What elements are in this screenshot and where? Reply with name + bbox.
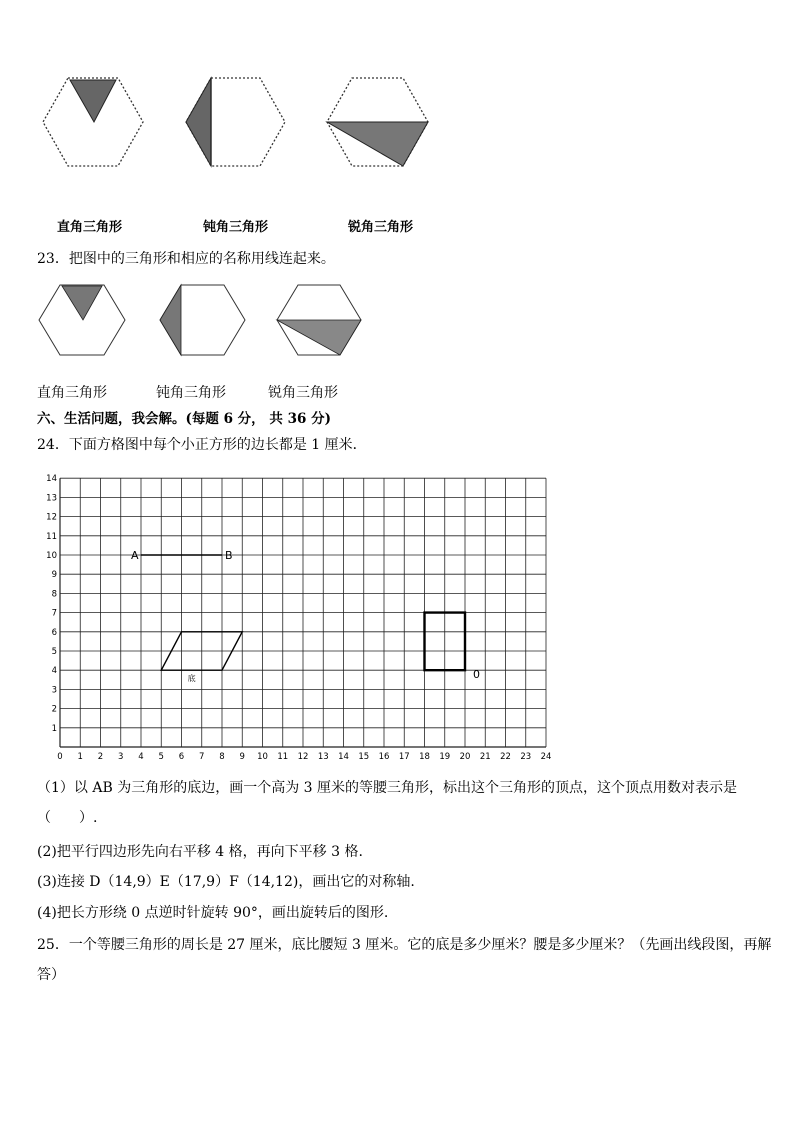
q23-label-obtuse: 钝角三角形 xyxy=(156,385,226,401)
x-tick-label: 20 xyxy=(459,752,471,762)
parallelogram-base-label: 底 xyxy=(187,674,196,684)
y-tick-label: 3 xyxy=(51,685,57,696)
x-tick-label: 12 xyxy=(297,752,309,762)
y-tick-label: 9 xyxy=(51,570,57,581)
y-tick-label: 11 xyxy=(46,531,57,542)
q24-text: 24．下面方格图中每个小正方形的边长都是 1 厘米． xyxy=(37,437,367,453)
coordinate-grid xyxy=(30,470,560,762)
x-tick-label: 8 xyxy=(219,752,225,762)
q24-sub4: (4)把长方形绕 0 点逆时针旋转 90°，画出旋转后的图形. xyxy=(37,905,389,921)
q24-sub2: (2)把平行四边形先向右平移 4 格，再向下平移 3 格. xyxy=(37,844,363,860)
y-tick-label: 12 xyxy=(46,512,57,523)
x-tick-label: 18 xyxy=(419,752,430,762)
x-tick-label: 5 xyxy=(158,752,164,762)
top-label-right: 直角三角形 xyxy=(57,220,123,235)
q23-hexagon-right-triangle xyxy=(39,285,125,355)
x-tick-label: 19 xyxy=(439,752,451,762)
x-tick-label: 6 xyxy=(178,752,185,762)
y-tick-label: 7 xyxy=(51,608,57,619)
q23-hexagon-obtuse-triangle xyxy=(160,285,245,355)
x-tick-label: 21 xyxy=(479,752,491,762)
y-tick-label: 10 xyxy=(46,551,57,561)
x-tick-label: 0 xyxy=(57,752,63,762)
y-tick-label: 4 xyxy=(51,666,57,677)
x-tick-label: 7 xyxy=(199,752,205,762)
y-tick-label: 8 xyxy=(51,589,57,600)
point-a-label: A xyxy=(131,549,139,562)
hexagon-right-triangle xyxy=(43,78,143,166)
y-tick-label: 2 xyxy=(51,704,57,715)
hexagon-acute-triangle xyxy=(327,78,428,166)
y-tick-label: 14 xyxy=(46,474,57,485)
x-tick-label: 4 xyxy=(138,752,144,762)
section-heading: 六、生活问题，我会解。(每题 6 分， 共 36 分) xyxy=(37,411,331,427)
x-tick-label: 16 xyxy=(378,752,390,762)
point-b-label: B xyxy=(225,549,233,562)
q23-hexagon-acute-triangle xyxy=(277,285,361,355)
x-tick-label: 9 xyxy=(239,752,245,762)
y-tick-label: 5 xyxy=(51,647,57,657)
q23-label-right: 直角三角形 xyxy=(37,385,107,401)
q25-line1: 25．一个等腰三角形的周长是 27 厘米，底比腰短 3 厘米。它的底是多少厘米？腰是多少厘米？（先画出线段图，再解 xyxy=(37,937,772,953)
x-tick-label: 17 xyxy=(398,752,410,762)
top-label-acute: 锐角三角形 xyxy=(348,220,414,235)
x-tick-label: 22 xyxy=(500,752,511,762)
q23-hexagon-figure xyxy=(36,280,376,360)
hexagon-obtuse-triangle xyxy=(186,78,285,166)
q25-line2: 答） xyxy=(37,967,65,983)
top-hexagon-figure xyxy=(40,72,440,172)
q24-sub1-line1: （1）以 AB 为三角形的底边，画一个高为 3 厘米的等腰三角形，标出这个三角形的顶点，这个顶点用数对表示是 xyxy=(37,780,738,796)
top-label-obtuse: 钝角三角形 xyxy=(203,220,269,235)
x-tick-label: 24 xyxy=(540,752,552,762)
x-tick-label: 15 xyxy=(358,752,370,762)
x-tick-label: 23 xyxy=(520,752,532,762)
x-tick-label: 10 xyxy=(257,752,268,762)
x-tick-label: 3 xyxy=(118,752,124,762)
x-tick-label: 2 xyxy=(97,752,104,762)
q24-sub3: (3)连接 D（14,9）E（17,9）F（14,12)，画出它的对称轴. xyxy=(37,874,415,890)
x-tick-label: 14 xyxy=(338,752,349,762)
y-tick-label: 6 xyxy=(51,627,57,638)
q24-sub1-line2: （ ）. xyxy=(37,810,98,826)
q23-text: 23．把图中的三角形和相应的名称用线连起来。 xyxy=(37,251,335,267)
q23-label-acute: 锐角三角形 xyxy=(268,385,338,401)
y-tick-label: 1 xyxy=(51,723,57,734)
x-tick-label: 1 xyxy=(77,752,83,762)
x-tick-label: 11 xyxy=(277,752,289,762)
x-tick-label: 13 xyxy=(317,752,329,762)
y-tick-label: 13 xyxy=(46,493,57,504)
rotation-center-label: 0 xyxy=(473,668,480,682)
